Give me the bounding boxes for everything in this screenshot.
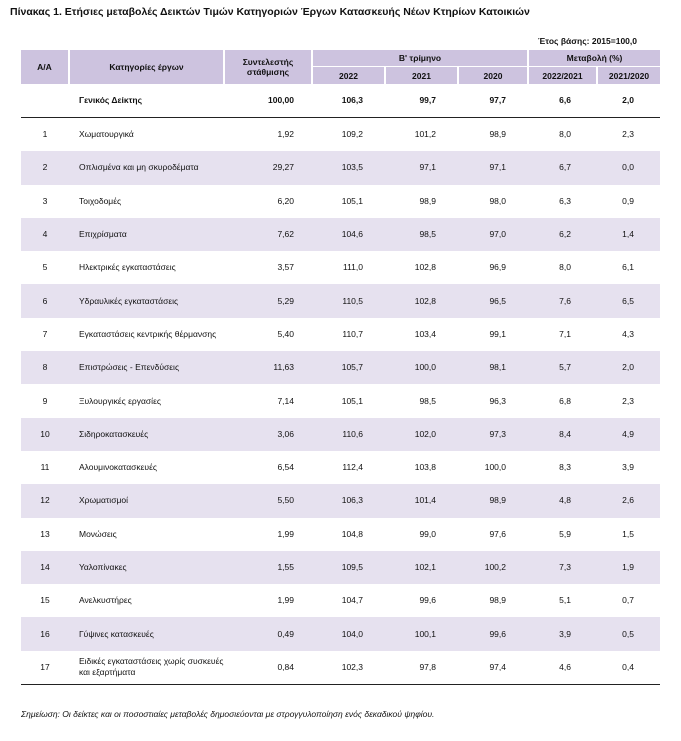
cell-aa: 4 [21, 218, 69, 251]
cell-category: Επιχρίσματα [69, 218, 224, 251]
cell-2022: 112,4 [342, 462, 363, 473]
cell-category: Γενικός Δείκτης [69, 84, 224, 118]
cell-2020: 96,3 [489, 395, 506, 406]
cell-change-2021-2020: 0,9 [622, 195, 634, 206]
cell-category: Ηλεκτρικές εγκαταστάσεις [79, 262, 176, 273]
cell-change-2021-2020: 2,0 [597, 351, 660, 384]
cell-category: Ανελκυστήρες [79, 595, 132, 606]
cell-change-2021-2020: 1,9 [597, 551, 660, 584]
cell-2021: 101,2 [414, 129, 436, 140]
cell-2022: 111,0 [342, 262, 363, 273]
cell-weight: 7,14 [277, 395, 294, 406]
cell-2020: 98,9 [489, 129, 506, 140]
cell-change-2022-2021: 8,0 [559, 262, 571, 273]
cell-change-2022-2021: 8,4 [528, 418, 597, 451]
cell-2021: 100,1 [385, 617, 458, 650]
cell-change-2022-2021: 8,3 [559, 462, 571, 473]
cell-2020: 97,6 [489, 528, 506, 539]
cell-2022: 102,3 [312, 651, 385, 685]
cell-weight: 1,92 [277, 129, 294, 140]
cell-category: Ξυλουργικές εργασίες [79, 395, 161, 406]
cell-weight: 7,62 [224, 218, 312, 251]
cell-2022: 109,2 [341, 129, 363, 140]
cell-aa: 9 [42, 395, 48, 406]
cell-aa: 13 [40, 528, 50, 539]
cell-aa: 5 [42, 262, 48, 273]
cell-2021: 102,1 [385, 551, 458, 584]
cell-change-2021-2020: 4,3 [622, 328, 634, 339]
table-row [21, 251, 660, 284]
cell-2020: 98,9 [489, 595, 506, 606]
cell-2022: 103,5 [312, 151, 385, 184]
cell-aa: 8 [21, 351, 69, 384]
cell-aa: 14 [21, 551, 69, 584]
cell-2020: 96,9 [489, 262, 506, 273]
cell-2020: 97,1 [458, 151, 528, 184]
cell-aa: 11 [40, 462, 50, 473]
cell-change-2021-2020: 2,6 [597, 484, 660, 517]
cell-2021: 99,7 [385, 84, 458, 118]
total-row [21, 84, 660, 118]
cell-weight: 100,00 [224, 84, 312, 118]
table-row [21, 351, 660, 384]
cell-change-2022-2021: 6,3 [559, 195, 571, 206]
footnote: Σημείωση: Οι δείκτες και οι ποσοστιαίες μεταβολές δημοσιεύονται με στρογγυλοποίηση ενός δεκαδικού ψηφίου. [21, 709, 435, 719]
cell-weight: 11,63 [224, 351, 312, 384]
cell-change-2021-2020: 6,1 [622, 262, 634, 273]
table-row [21, 584, 660, 617]
cell-change-2022-2021: 6,2 [528, 218, 597, 251]
cell-category: Τοιχοδομές [79, 195, 122, 206]
table-row [21, 118, 660, 152]
cell-2020: 97,3 [458, 418, 528, 451]
header-year-2020: 2020 [458, 67, 528, 85]
cell-2021: 102,8 [414, 262, 436, 273]
cell-change-2021-2020: 2,3 [622, 395, 634, 406]
cell-2021: 97,1 [385, 151, 458, 184]
header-weight: Συντελεστής στάθμισης [224, 50, 312, 84]
cell-2020: 98,9 [458, 484, 528, 517]
cell-weight: 6,54 [277, 462, 294, 473]
header-quarter: Β' τρίμηνο [312, 50, 528, 67]
cell-weight: 29,27 [224, 151, 312, 184]
cell-category: Χωματουργικά [79, 129, 134, 140]
cell-change-2022-2021: 5,9 [559, 528, 571, 539]
cell-aa [21, 84, 69, 118]
cell-2020: 98,1 [458, 351, 528, 384]
cell-weight: 1,99 [277, 528, 294, 539]
cell-category: Ειδικές εγκαταστάσεις χωρίς συσκευές και εξαρτήματα [69, 651, 224, 685]
table-row [21, 451, 660, 484]
cell-category: Χρωματισμοί [69, 484, 224, 517]
cell-2022: 104,0 [312, 617, 385, 650]
cell-2022: 104,7 [341, 595, 363, 606]
table-row [21, 384, 660, 417]
cell-2021: 102,0 [385, 418, 458, 451]
cell-change-2022-2021: 8,0 [559, 129, 571, 140]
cell-category: Επιστρώσεις - Επενδύσεις [69, 351, 224, 384]
cell-2021: 98,5 [385, 218, 458, 251]
cell-change-2022-2021: 6,7 [528, 151, 597, 184]
cell-2021: 103,4 [414, 328, 436, 339]
cell-change-2021-2020: 2,0 [597, 84, 660, 118]
cell-2021: 98,5 [419, 395, 436, 406]
cell-change-2021-2020: 0,0 [597, 151, 660, 184]
table-row [21, 318, 660, 351]
cell-change-2022-2021: 5,1 [559, 595, 571, 606]
table-row [21, 651, 660, 685]
cell-2022: 110,6 [312, 418, 385, 451]
cell-aa: 7 [42, 328, 48, 339]
cell-2020: 100,0 [484, 462, 506, 473]
table-header [21, 50, 660, 84]
cell-aa: 15 [40, 595, 50, 606]
cell-weight: 0,84 [224, 651, 312, 685]
cell-2022: 105,7 [312, 351, 385, 384]
table-row [21, 551, 660, 584]
header-category: Κατηγορίες έργων [69, 50, 224, 84]
cell-weight: 3,57 [277, 262, 294, 273]
cell-aa: 16 [21, 617, 69, 650]
cell-change-2022-2021: 4,8 [528, 484, 597, 517]
cell-2021: 99,0 [419, 528, 436, 539]
cell-change-2022-2021: 6,6 [528, 84, 597, 118]
cell-category: Υαλοπίνακες [69, 551, 224, 584]
cell-2022: 105,1 [341, 395, 363, 406]
header-year-2022: 2022 [312, 67, 385, 85]
cell-2021: 100,0 [385, 351, 458, 384]
cell-weight: 5,29 [224, 284, 312, 317]
cell-weight: 1,55 [224, 551, 312, 584]
price-index-table [21, 50, 660, 685]
cell-2020: 99,1 [489, 328, 506, 339]
table-row [21, 185, 660, 218]
cell-aa: 2 [21, 151, 69, 184]
cell-change-2022-2021: 3,9 [528, 617, 597, 650]
cell-2022: 110,7 [342, 328, 363, 339]
cell-2022: 109,5 [312, 551, 385, 584]
cell-2021: 97,8 [385, 651, 458, 685]
table-row [21, 484, 660, 517]
table-title: Πίνακας 1. Ετήσιες μεταβολές Δεικτών Τιμών Κατηγοριών Έργων Κατασκευής Νέων Κτηρίων Κατοικιών [10, 6, 530, 18]
cell-change-2022-2021: 7,3 [528, 551, 597, 584]
cell-weight: 5,40 [277, 328, 294, 339]
header-aa: Α/Α [21, 50, 69, 84]
cell-category: Οπλισμένα και μη σκυροδέματα [69, 151, 224, 184]
cell-2022: 104,6 [312, 218, 385, 251]
cell-change-2022-2021: 7,6 [528, 284, 597, 317]
cell-weight: 6,20 [277, 195, 294, 206]
cell-category: Υδραυλικές εγκαταστάσεις [69, 284, 224, 317]
cell-aa: 1 [42, 129, 48, 140]
cell-change-2022-2021: 5,7 [528, 351, 597, 384]
cell-change-2021-2020: 3,9 [622, 462, 634, 473]
cell-category: Αλουμινοκατασκευές [79, 462, 157, 473]
table-row [21, 218, 660, 251]
cell-weight: 5,50 [224, 484, 312, 517]
table-body [21, 84, 660, 685]
table-row [21, 418, 660, 451]
cell-2020: 96,5 [458, 284, 528, 317]
table-row [21, 518, 660, 551]
cell-2020: 100,2 [458, 551, 528, 584]
cell-change-2021-2020: 0,7 [622, 595, 634, 606]
cell-2022: 105,1 [341, 195, 363, 206]
cell-change-2022-2021: 6,8 [559, 395, 571, 406]
cell-category: Μονώσεις [79, 528, 117, 539]
cell-2020: 97,0 [458, 218, 528, 251]
cell-2020: 97,7 [458, 84, 528, 118]
table-row [21, 151, 660, 184]
table-row [21, 617, 660, 650]
cell-category: Γύψινες κατασκευές [69, 617, 224, 650]
cell-2020: 97,4 [458, 651, 528, 685]
header-year-2021: 2021 [385, 67, 458, 85]
cell-change-2022-2021: 7,1 [559, 328, 571, 339]
table-row [21, 284, 660, 317]
cell-2022: 106,3 [312, 84, 385, 118]
cell-change-2021-2020: 0,4 [597, 651, 660, 685]
cell-aa: 10 [21, 418, 69, 451]
cell-change-2021-2020: 2,3 [622, 129, 634, 140]
cell-change-2022-2021: 4,6 [528, 651, 597, 685]
cell-change-2021-2020: 1,5 [622, 528, 634, 539]
base-year-label: Έτος βάσης: 2015=100,0 [538, 36, 637, 46]
cell-2022: 110,5 [312, 284, 385, 317]
cell-2021: 103,8 [414, 462, 436, 473]
cell-2021: 98,9 [419, 195, 436, 206]
cell-aa: 6 [21, 284, 69, 317]
cell-change-2021-2020: 4,9 [597, 418, 660, 451]
cell-2020: 98,0 [489, 195, 506, 206]
cell-weight: 0,49 [224, 617, 312, 650]
cell-2021: 99,6 [419, 595, 436, 606]
cell-2022: 106,3 [312, 484, 385, 517]
cell-change-2021-2020: 6,5 [597, 284, 660, 317]
header-change: Μεταβολή (%) [528, 50, 660, 67]
header-change-2021-2020: 2021/2020 [597, 67, 660, 85]
cell-aa: 12 [21, 484, 69, 517]
cell-aa: 17 [21, 651, 69, 685]
cell-weight: 3,06 [224, 418, 312, 451]
cell-category: Σιδηροκατασκευές [69, 418, 224, 451]
cell-2021: 102,8 [385, 284, 458, 317]
cell-2020: 99,6 [458, 617, 528, 650]
cell-change-2021-2020: 1,4 [597, 218, 660, 251]
cell-category: Εγκαταστάσεις κεντρικής θέρμανσης [79, 328, 217, 339]
cell-weight: 1,99 [277, 595, 294, 606]
cell-aa: 3 [42, 195, 48, 206]
cell-change-2021-2020: 0,5 [597, 617, 660, 650]
cell-2021: 101,4 [385, 484, 458, 517]
header-change-2022-2021: 2022/2021 [528, 67, 597, 85]
cell-2022: 104,8 [341, 528, 363, 539]
